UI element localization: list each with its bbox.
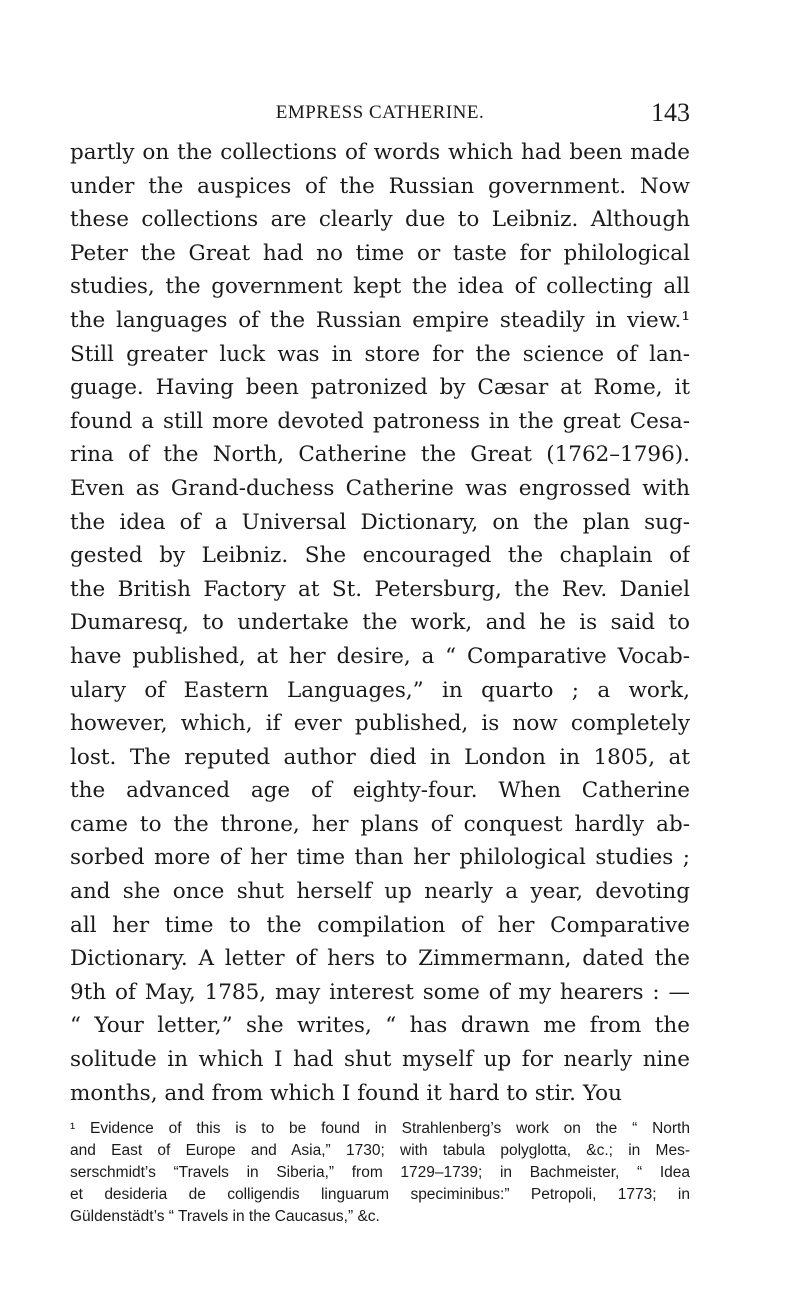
body-line: under the auspices of the Russian government. Now <box>70 173 690 199</box>
body-line: months, and from which I found it hard to stir. You <box>70 1080 622 1106</box>
body-line: sorbed more of her time than her philological studies ; <box>70 845 690 871</box>
footnote-line: serschmidt’s “Travels in Siberia,” from 1729–1739; in Bachmeister, “ Idea <box>70 1164 690 1182</box>
body-line: the idea of a Universal Dictionary, on the plan sug- <box>70 509 690 535</box>
body-line: studies, the government kept the idea of collecting all <box>70 274 690 300</box>
body-line: Dictionary. A letter of hers to Zimmermann, dated the <box>70 946 690 972</box>
body-line: have published, at her desire, a “ Comparative Vocab- <box>70 643 690 669</box>
page-number: 143 <box>651 98 690 127</box>
body-line: lost. The reputed author died in London in 1805, at <box>70 744 690 770</box>
footnote-line: ¹ Evidence of this is to be found in Strahlenberg’s work on the “ North <box>70 1120 690 1138</box>
body-line: the British Factory at St. Petersburg, the Rev. Daniel <box>70 576 690 602</box>
body-line: Still greater luck was in store for the science of lan- <box>70 341 690 367</box>
body-text <box>70 136 690 1110</box>
body-line: Dumaresq, to undertake the work, and he is said to <box>70 610 690 636</box>
footnote-line: Güldenstädt’s “ Travels in the Caucasus,” &c. <box>70 1208 380 1226</box>
running-title: EMPRESS CATHERINE. <box>275 102 485 123</box>
body-line: partly on the collections of words which had been made <box>70 140 690 165</box>
body-line: the advanced age of eighty-four. When Catherine <box>70 778 690 804</box>
body-line: Even as Grand-duchess Catherine was engrossed with <box>70 475 690 501</box>
footnotes <box>70 1118 690 1228</box>
body-line: and she once shut herself up nearly a year, devoting <box>70 879 690 905</box>
body-line: solitude in which I had shut myself up for nearly nine <box>70 1047 690 1073</box>
body-line: Peter the Great had no time or taste for philological <box>70 240 690 266</box>
body-line: rina of the North, Catherine the Great (1762–1796). <box>70 442 690 468</box>
body-line: gested by Leibniz. She encouraged the chaplain of <box>70 543 690 569</box>
running-head <box>70 96 690 132</box>
body-line: guage. Having been patronized by Cæsar at Rome, it <box>70 375 690 401</box>
book-page <box>70 96 690 1228</box>
body-line: 9th of May, 1785, may interest some of my hearers : — <box>70 979 690 1005</box>
body-line: “ Your letter,” she writes, “ has drawn me from the <box>70 1013 690 1039</box>
body-line: all her time to the compilation of her Comparative <box>70 912 690 938</box>
body-line: found a still more devoted patroness in the great Cesa- <box>70 408 690 434</box>
body-line: the languages of the Russian empire steadily in view.¹ <box>70 307 690 333</box>
footnote-line: et desideria de colligendis linguarum speciminibus:” Petropoli, 1773; in <box>70 1186 690 1204</box>
body-line: came to the throne, her plans of conquest hardly ab- <box>70 811 690 837</box>
body-line: these collections are clearly due to Leibniz. Although <box>70 207 690 233</box>
footnote-line: and East of Europe and Asia,” 1730; with tabula polyglotta, &c.; in Mes- <box>70 1142 690 1160</box>
body-line: ulary of Eastern Languages,” in quarto ; a work, <box>70 677 690 703</box>
body-line: however, which, if ever published, is now completely <box>70 711 690 737</box>
